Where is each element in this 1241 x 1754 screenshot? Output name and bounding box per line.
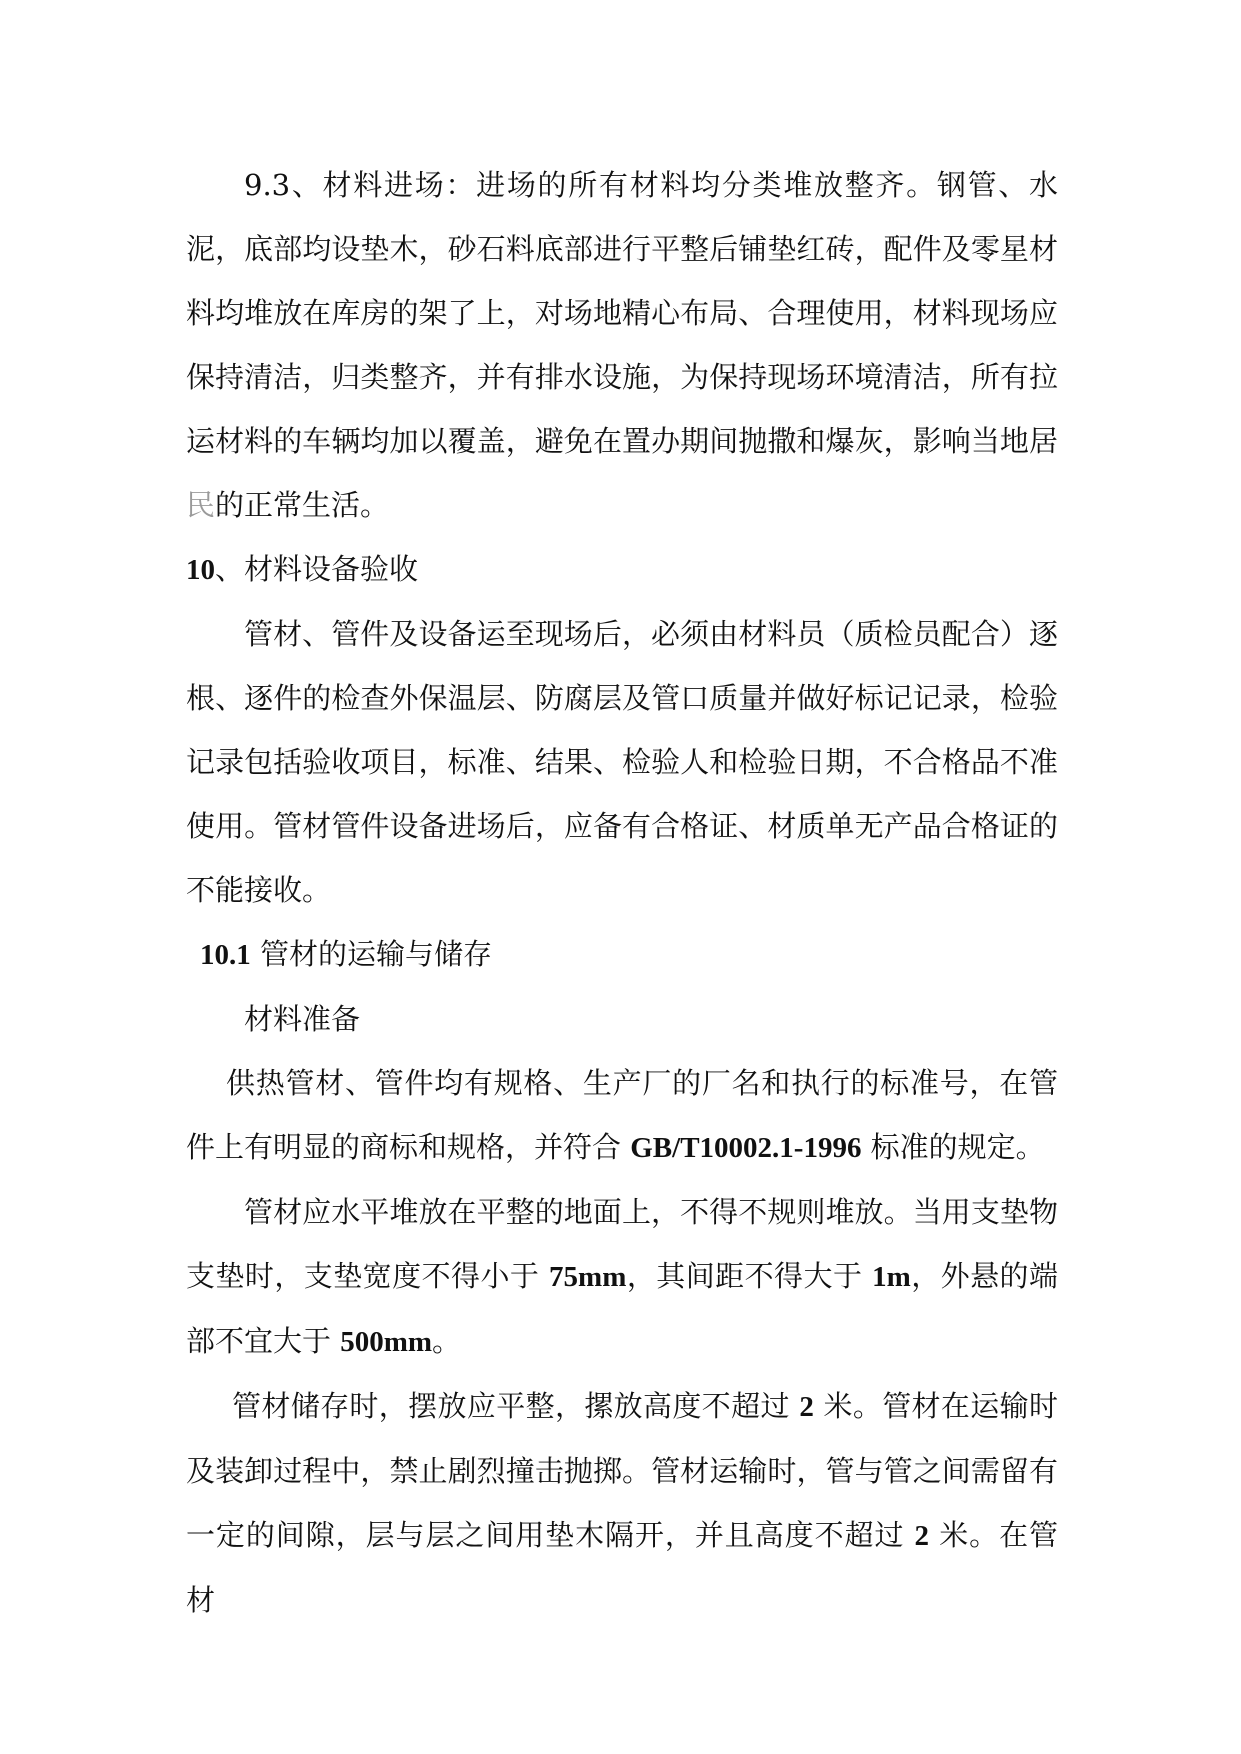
faded-char: 民 bbox=[186, 488, 216, 522]
paragraph-pipe-stacking bbox=[186, 1180, 1058, 1374]
line: 管材储存时，摆放应平整，摞放高度不超过 bbox=[232, 1389, 800, 1423]
heading-number: 10.1 bbox=[200, 939, 251, 971]
line: 供热管材、管件均有规格、生产厂的厂名和执行的标准号，在管 bbox=[226, 1066, 1058, 1100]
line: 及装卸过程中，禁止剧烈撞击抛掷。管材运输时，管与管之间需留有 bbox=[186, 1454, 1058, 1488]
line: 管材、管件及设备运至现场后，必须由材料员（质检员配合）逐 bbox=[244, 617, 1058, 651]
page-content bbox=[186, 153, 1058, 1632]
line: 记录包括验收项目，标准、结果、检验人和检验日期，不合格品不准 bbox=[186, 745, 1058, 779]
line: 管材应水平堆放在平整的地面上，不得不规则堆放。当用支垫物 bbox=[244, 1195, 1058, 1229]
heading-number: 10 bbox=[186, 554, 215, 586]
line: 料的车辆均加以覆盖，避免在置办期间抛撒和爆灰，影响当地居 bbox=[244, 424, 1058, 458]
sub-heading-material-prep: 材料准备 bbox=[244, 1002, 361, 1036]
line: 9.3、材料进场：进场的所有材料均分类堆放整齐。钢管、水泥， bbox=[186, 168, 1058, 266]
line: 堆放在库房的架了上，对场地精心布局、合理使用，材料现场应保持 bbox=[186, 296, 1058, 394]
support-spacing: 1m bbox=[872, 1261, 911, 1293]
line: 。 bbox=[432, 1324, 462, 1358]
line: 标准的规定。 bbox=[861, 1130, 1045, 1164]
overhang-limit: 500mm bbox=[340, 1326, 433, 1358]
line: 使用。管材管件设备进场后，应备有合格证、材质单无产品合格证的 bbox=[186, 809, 1058, 843]
line: 米。在管材 bbox=[186, 1518, 1058, 1617]
line: ，外悬的端 bbox=[910, 1259, 1058, 1293]
line: 正常生活。 bbox=[244, 488, 390, 522]
line: 一定的间隙，层与层之间用垫木隔开，并且高度不超过 bbox=[186, 1518, 915, 1552]
line: 根、逐件的检查外保温层、防腐层及管口质量并做好标记记录，检验 bbox=[186, 681, 1058, 715]
section-heading-10-1 bbox=[186, 922, 1058, 987]
line: ，其间距不得大于 bbox=[626, 1259, 873, 1293]
section-heading-10 bbox=[186, 537, 1058, 602]
paragraph-pipe-storage bbox=[186, 1374, 1058, 1632]
line: 米。管材在运输时 bbox=[813, 1389, 1058, 1423]
heading-text: 、材料设备验收 bbox=[215, 552, 419, 586]
support-width: 75mm bbox=[549, 1261, 627, 1293]
line: 不能接收。 bbox=[186, 873, 332, 907]
paragraph-pipe-spec bbox=[186, 1051, 1058, 1180]
line: 支垫时，支垫宽度不得小于 bbox=[186, 1259, 550, 1293]
paragraph-10 bbox=[186, 602, 1058, 922]
line: 清洁，归类整齐，并有排水设施，为保持现场环境清洁，所有拉运材 bbox=[186, 360, 1058, 458]
line: 件上有明显的商标和规格，并符合 bbox=[186, 1130, 631, 1164]
line: 部不宜大于 bbox=[186, 1324, 341, 1358]
heading-text: 管材的运输与储存 bbox=[250, 937, 492, 971]
paragraph-9-3 bbox=[186, 153, 1058, 537]
line: 的 bbox=[215, 488, 245, 522]
line: 底部均设垫木，砂石料底部进行平整后铺垫红砖，配件及零星材料均 bbox=[186, 232, 1058, 330]
standard-number: GB/T10002.1-1996 bbox=[630, 1132, 862, 1164]
stack-height: 2 bbox=[799, 1391, 814, 1423]
transport-height: 2 bbox=[914, 1520, 930, 1552]
